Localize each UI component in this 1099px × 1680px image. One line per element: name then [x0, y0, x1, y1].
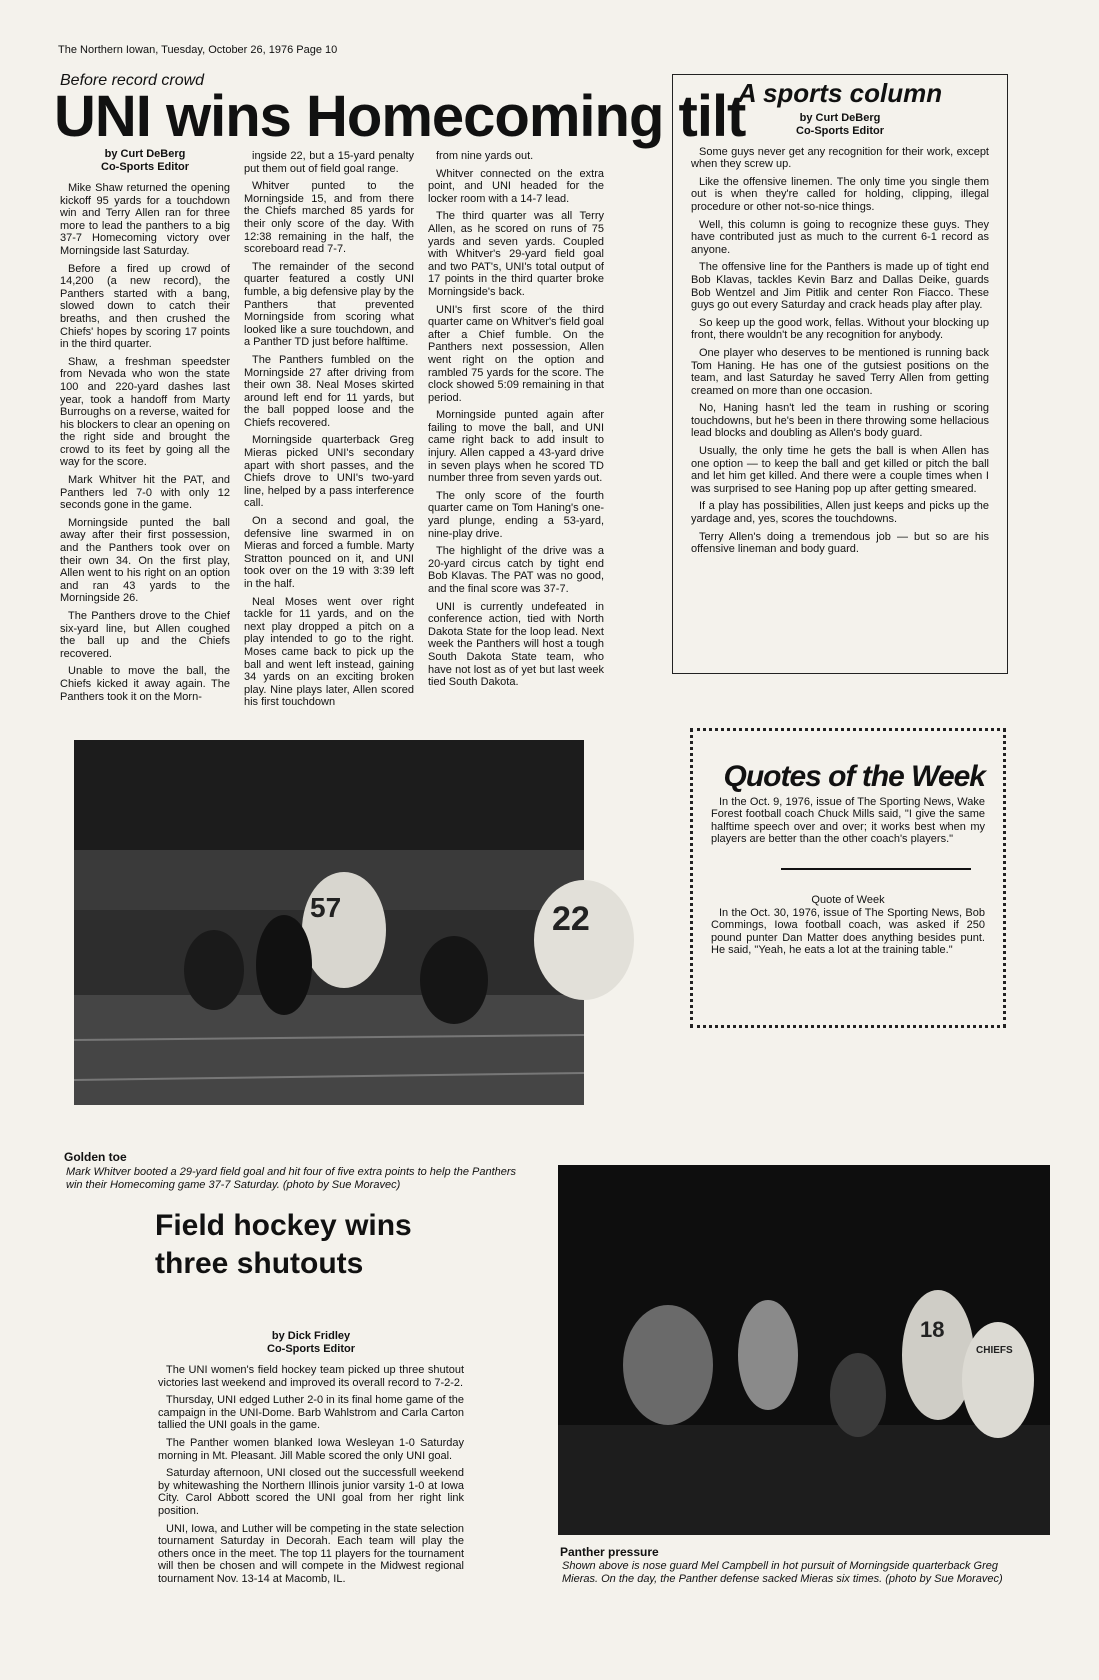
golden-toe-photo [74, 740, 590, 1105]
story-paragraph: Thursday, UNI edged Luther 2-0 in its final home game of the campaign in the UNI-Dome. Barb Wahlstrom and Carla Carton tallied the UNI goals in the game. [158, 1394, 464, 1432]
panther-pressure-photo [558, 1165, 1050, 1535]
story-paragraph: Neal Moses went over right tackle for 11 yards, and on the next play dropped a pitch on a play intended to go to the right. Moses came back to pick up the ball and went left instead, gaining 34 yards on an exciting broken play. Nine plays later, Allen scored his first touchdown [244, 595, 414, 709]
story-byline [60, 148, 230, 174]
story-paragraph: ingside 22, but a 15-yard penalty put them out of field goal range. [244, 150, 414, 175]
headline-line: Field hockey wins [155, 1209, 412, 1242]
column-paragraph: Usually, the only time he gets the ball is when Allen has one option — to keep the ball and get killed or pitch the ball and let him get killed. And there were a couple times when I was surprised to see Haning pop up after getting smeared. [691, 445, 989, 495]
field-hockey-story [158, 1330, 464, 1591]
story-paragraph: Whitver connected on the extra point, and UNI headed for the locker room with a 14-7 lead. [428, 167, 604, 205]
byline-name: by Curt DeBerg [104, 148, 186, 160]
story-paragraph: Unable to move the ball, the Chiefs kicked it away again. The Panthers took it on the Morn- [60, 665, 230, 703]
quote-text: In the Oct. 9, 1976, issue of The Sporting News, Wake Forest football coach Chuck Mills said, "I give the same halftime speech over and over; it works best when my players are better than the other coach's players." [711, 795, 985, 846]
quotes-title: Quotes of the Week [723, 760, 985, 793]
byline-title: Co-Sports Editor [796, 124, 884, 137]
field-hockey-byline [158, 1330, 464, 1356]
story-paragraph: Saturday afternoon, UNI closed out the successfull weekend by whitewashing the Northern Illinois junior varsity 1-0 at Iowa City. Carol Abbott scored the UNI goal from her right link position. [158, 1467, 464, 1517]
story-column-2 [244, 150, 414, 714]
byline-name: by Dick Fridley [271, 1330, 351, 1342]
story-paragraph: The remainder of the second quarter featured a costly UNI fumble, a big defensive play by the Panthers that prevented Morningside from scoring what looked like a sure touchdown, and a Panther TD just before halftime. [244, 260, 414, 349]
story-paragraph: The Panther women blanked Iowa Wesleyan 1-0 Saturday morning in Mt. Pleasant. Jill Mable scored the only UNI goal. [158, 1436, 464, 1462]
quote-label: Quote of Week [811, 893, 885, 906]
story-paragraph: UNI's first score of the third quarter came on Whitver's field goal after a Chief fumble. On the Panthers next possession, Allen went right on the option and rambled 75 yards for the score. The clock showed 5:09 remaining in that period. [428, 303, 604, 404]
folio-line: The Northern Iowan, Tuesday, October 26, 1976 Page 10 [58, 44, 338, 56]
byline-title: Co-Sports Editor [267, 1343, 355, 1355]
golden-toe-caption-title: Golden toe [64, 1150, 127, 1164]
jersey-number: 22 [552, 900, 590, 938]
jersey-lettering: CHIEFS [976, 1345, 1013, 1356]
jersey-number: 57 [310, 892, 342, 923]
story-paragraph: The Panthers drove to the Chief six-yard line, but Allen coughed the ball up and the Chiefs recovered. [60, 610, 230, 660]
column-paragraph: If a play has possibilities, Allen just keeps and picks up the yardage and, yes, scores the touchdowns. [691, 500, 989, 526]
column-paragraph: Well, this column is going to recognize these guys. They have contributed just as much to the current 6-1 record as anyone. [691, 218, 989, 256]
sports-column-box [672, 74, 1008, 674]
quotes-of-week-box [690, 728, 1006, 1028]
story-paragraph: Whitver punted to the Morningside 15, and from there the Chiefs marched 85 yards for their only score of the day. With 12:38 remaining in the half, the scoreboard read 7-7. [244, 180, 414, 256]
story-paragraph: Before a fired up crowd of 14,200 (a new record), the Panthers started with a bang, slowed down to catch their breaths, and then crushed the Chiefs' hopes by scoring 17 points in the third quarter. [60, 262, 230, 351]
story-paragraph: The only score of the fourth quarter came on Tom Haning's one-yard plunge, ending a 53-yard, nine-play drive. [428, 489, 604, 540]
column-paragraph: The offensive line for the Panthers is made up of tight end Bob Klavas, tackles Kevin Barz and Dallas Deike, guards Bob Wentzel and Jim Pitlik and center Ron Fiacco. These guys go out every Saturday and crack heads play after play. [691, 261, 989, 312]
story-paragraph: from nine yards out. [436, 150, 534, 162]
story-kicker: Before record crowd [60, 72, 205, 89]
byline-title: Co-Sports Editor [101, 161, 189, 173]
story-paragraph: UNI, Iowa, and Luther will be competing in the state selection tournament Saturday in Decorah. Each team will play the others once in the meet. The top 11 players for the tournament will then be chosen and will compete in the Midwest regional tournament Nov. 13-14 at Macomb, IL. [158, 1522, 464, 1585]
story-paragraph: UNI is currently undefeated in conference action, tied with North Dakota State for the loop lead. Next week the Panthers will host a tough South Dakota State team, who have not lost as of yet but last week tied South Dakota. [428, 600, 604, 689]
story-paragraph: Shaw, a freshman speedster from Nevada who won the state 100 and 220-yard dashes last year, took a handoff from Marty Burroughs on a reverse, waited for his blockers to clear an opening on the right side and brought the crowd to its feet by going all the way for the score. [60, 355, 230, 469]
story-column-3 [428, 150, 604, 694]
divider [781, 868, 971, 870]
byline-name: by Curt DeBerg [799, 111, 881, 124]
panther-pressure-caption: Shown above is nose guard Mel Campbell in hot pursuit of Morningside quarterback Greg Mieras. On the day, the Panther defense sacked Mieras six times. (photo by Sue Moravec) [562, 1560, 1003, 1585]
column-paragraph: Like the offensive linemen. The only time you single them out is when they're called for holding, clipping, illegal procedure or other not-so-nice things. [691, 175, 989, 213]
column-paragraph: No, Haning hasn't led the team in rushing or scoring touchdowns, but he's been in there throwing some hellacious lead blocks and doubling as Allen's body guard. [691, 402, 989, 440]
panther-pressure-caption-title: Panther pressure [560, 1545, 659, 1559]
story-paragraph: Mike Shaw returned the opening kickoff 95 yards for a touchdown win and Terry Allen ran for three more to lead the panthers to a big 37-7 Homecoming victory over Morningside last Saturday. [60, 182, 230, 257]
story-paragraph: The UNI women's field hockey team picked up three shutout victories last weekend and improved its overall record to 7-2-2. [158, 1364, 464, 1389]
column-paragraph: One player who deserves to be mentioned is running back Tom Haning. He has one of the gutsiest positions on the team, and last Saturday he saved Terry Allen from getting creamed on more than one occasion. [691, 346, 989, 397]
story-paragraph: The third quarter was all Terry Allen, as he scored on runs of 75 yards and seven yards. Coupled with Whitver's 29-yard field goal and two PAT's, UNI's total output of 17 points in the third quarter broke Morningside's back. [428, 210, 604, 298]
main-headline: UNI wins Homecoming tilt [54, 84, 746, 149]
field-hockey-headline [155, 1207, 412, 1283]
story-paragraph: The highlight of the drive was a 20-yard circus catch by tight end Bob Klavas. The PAT was no good, and the final score was 37-7. [428, 545, 604, 595]
quote-text: In the Oct. 30, 1976, issue of The Sporting News, Bob Commings, Iowa football coach, was asked if 250 pound punter Dan Matter does anything besides punt. He said, "Yeah, he eats a lot at the training table." [711, 906, 985, 957]
story-paragraph: On a second and goal, the defensive line swarmed in on Mieras and forced a fumble. Marty Stratton pounced on it, and UNI took over on the 19 with 3:39 left in the half. [244, 515, 414, 590]
jersey-number: 18 [920, 1317, 945, 1342]
column-paragraph: Terry Allen's doing a tremendous job — but so are his offensive lineman and body guard. [691, 530, 989, 556]
column-paragraph: Some guys never get any recognition for their work, except when they screw up. [691, 145, 989, 171]
story-paragraph: Morningside punted again after failing to move the ball, and UNI came right back to add insult to injury. Allen capped a 43-yard drive in seven plays when he scored TD number three from seven yards out. [428, 409, 604, 485]
story-paragraph: Morningside punted the ball away after their first possession, and the Panthers took over on their own 34. On the first play, Allen went to his right on an option and ran 43 yards to the Morningside 26. [60, 516, 230, 605]
column-paragraph: So keep up the good work, fellas. Without your blocking up front, there wouldn't be any recognition for anybody. [691, 316, 989, 342]
story-column-1 [60, 148, 230, 708]
golden-toe-caption: Mark Whitver booted a 29-yard field goal and hit four of five extra points to help the Panthers win their Homecoming game 37-7 Saturday. (photo by Sue Moravec) [66, 1166, 517, 1191]
sports-column-byline [691, 112, 989, 138]
story-paragraph: The Panthers fumbled on the Morningside 27 after driving from their own 38. Neal Moses skirted around left end for 11 yards, but the ball popped loose and the Chiefs recovered. [244, 353, 414, 429]
story-paragraph: Morningside quarterback Greg Mieras picked UNI's secondary apart with short passes, and the Chiefs drove to UNI's two-yard line, helped by a pass interference call. [244, 434, 414, 510]
sports-column-title: A sports column [737, 78, 943, 108]
story-paragraph: Mark Whitver hit the PAT, and Panthers led 7-0 with only 12 seconds gone in the game. [60, 474, 230, 512]
headline-line: three shutouts [155, 1247, 364, 1280]
